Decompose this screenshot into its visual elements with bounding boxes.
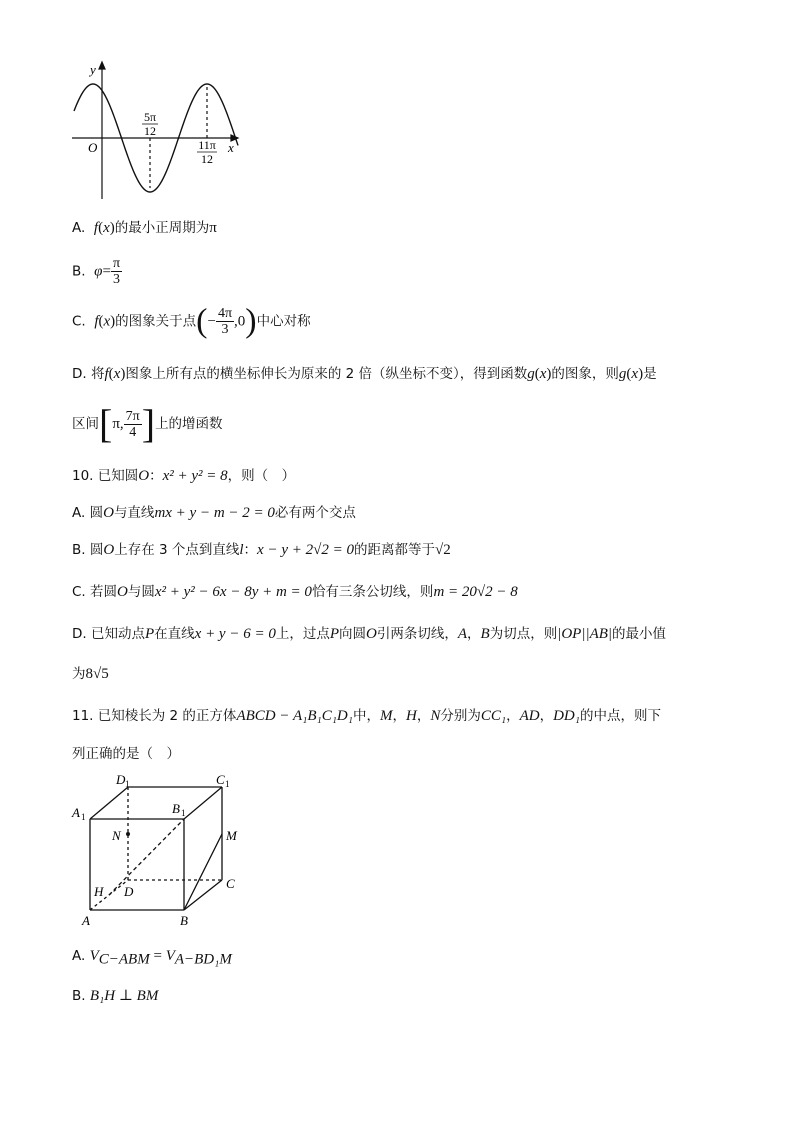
q10-option-d-line2: 为8√5 — [72, 666, 109, 682]
svg-text:1: 1 — [125, 779, 130, 789]
q9-option-d-line1: D. 将f(x)图象上所有点的横坐标伸长为原来的 2 倍（纵坐标不变），得到函数g(x)的图象，则g(x)是 — [72, 366, 657, 382]
q9-option-d-line2: 区间[π, $\frac{7\pi}{4}$ ]上的增函数 — [72, 401, 223, 446]
q10-option-b: B. 圆O上存在 3 个点到直线l：x − y + 2√2 = 0的距离都等于√2 — [72, 542, 451, 558]
svg-text:C: C — [216, 772, 225, 787]
y-axis-label: y — [90, 62, 96, 77]
q10-stem: 10. 已知圆O：x² + y² = 8，则（ ） — [72, 468, 296, 484]
q10-option-d-line1: D. 已知动点P在直线x + y − 6 = 0上，过点P向圆O引两条切线，A，B为切点，则|OP||AB|的最小值 — [72, 626, 667, 642]
svg-text:M: M — [226, 828, 237, 843]
tick2-denominator: 12 — [201, 152, 213, 166]
sine-graph — [62, 56, 252, 206]
q10-option-a: A. 圆O与直线mx + y − m − 2 = 0必有两个交点 — [72, 505, 356, 521]
svg-text:A: A — [72, 805, 80, 820]
q11-option-b: B. B₁H ⊥ BM — [72, 988, 159, 1004]
svg-text:B: B — [172, 801, 180, 816]
q11-stem-line2: 列正确的是（ ） — [72, 746, 180, 762]
cube-figure — [66, 768, 256, 930]
q9-option-a: A. f(x)的最小正周期为π — [72, 220, 217, 236]
q9-option-c: C. f(x)的图象关于点(− $\frac{4\pi}{3}$ ,0)中心对称 — [72, 302, 311, 340]
q11-option-a: A. $V_{C-ABM} = V_{A-BD_1M}$ — [72, 948, 232, 968]
fraction-4pi-over-3: $\frac{4\pi}{3}$ — [217, 306, 233, 337]
q11-stem-line1: 11. 已知棱长为 2 的正方体ABCD − A₁B₁C₁D₁中，M，H，N分别为CC₁，AD，DD₁的中点，则下 — [72, 708, 661, 724]
svg-text:A: A — [82, 913, 90, 928]
svg-text:D: D — [124, 884, 134, 899]
fraction-pi-over-3: $\frac{\pi}{3}$ — [112, 256, 121, 287]
x-axis-label: x — [228, 140, 234, 155]
svg-text:1: 1 — [181, 808, 186, 818]
q9-option-b: B. φ= $\frac{\pi}{3}$ — [72, 256, 121, 287]
q10-option-c: C. 若圆O与圆x² + y² − 6x − 8y + m = 0恰有三条公切线，则m = 20√2 − 8 — [72, 584, 518, 600]
svg-text:N: N — [112, 828, 121, 843]
svg-text:C: C — [226, 876, 235, 891]
tick2-numerator: 11π — [198, 138, 216, 152]
tick1-denominator: 12 — [144, 124, 156, 138]
y-axis-arrow — [99, 62, 105, 69]
svg-text:1: 1 — [225, 779, 230, 789]
fraction-7pi-over-4: $\frac{7\pi}{4}$ — [125, 408, 140, 440]
svg-text:1: 1 — [81, 812, 86, 822]
origin-label: O — [88, 140, 98, 155]
svg-text:D: D — [116, 772, 126, 787]
tick1-numerator: 5π — [143, 110, 157, 124]
svg-text:B: B — [180, 913, 188, 928]
svg-text:H: H — [94, 884, 104, 899]
